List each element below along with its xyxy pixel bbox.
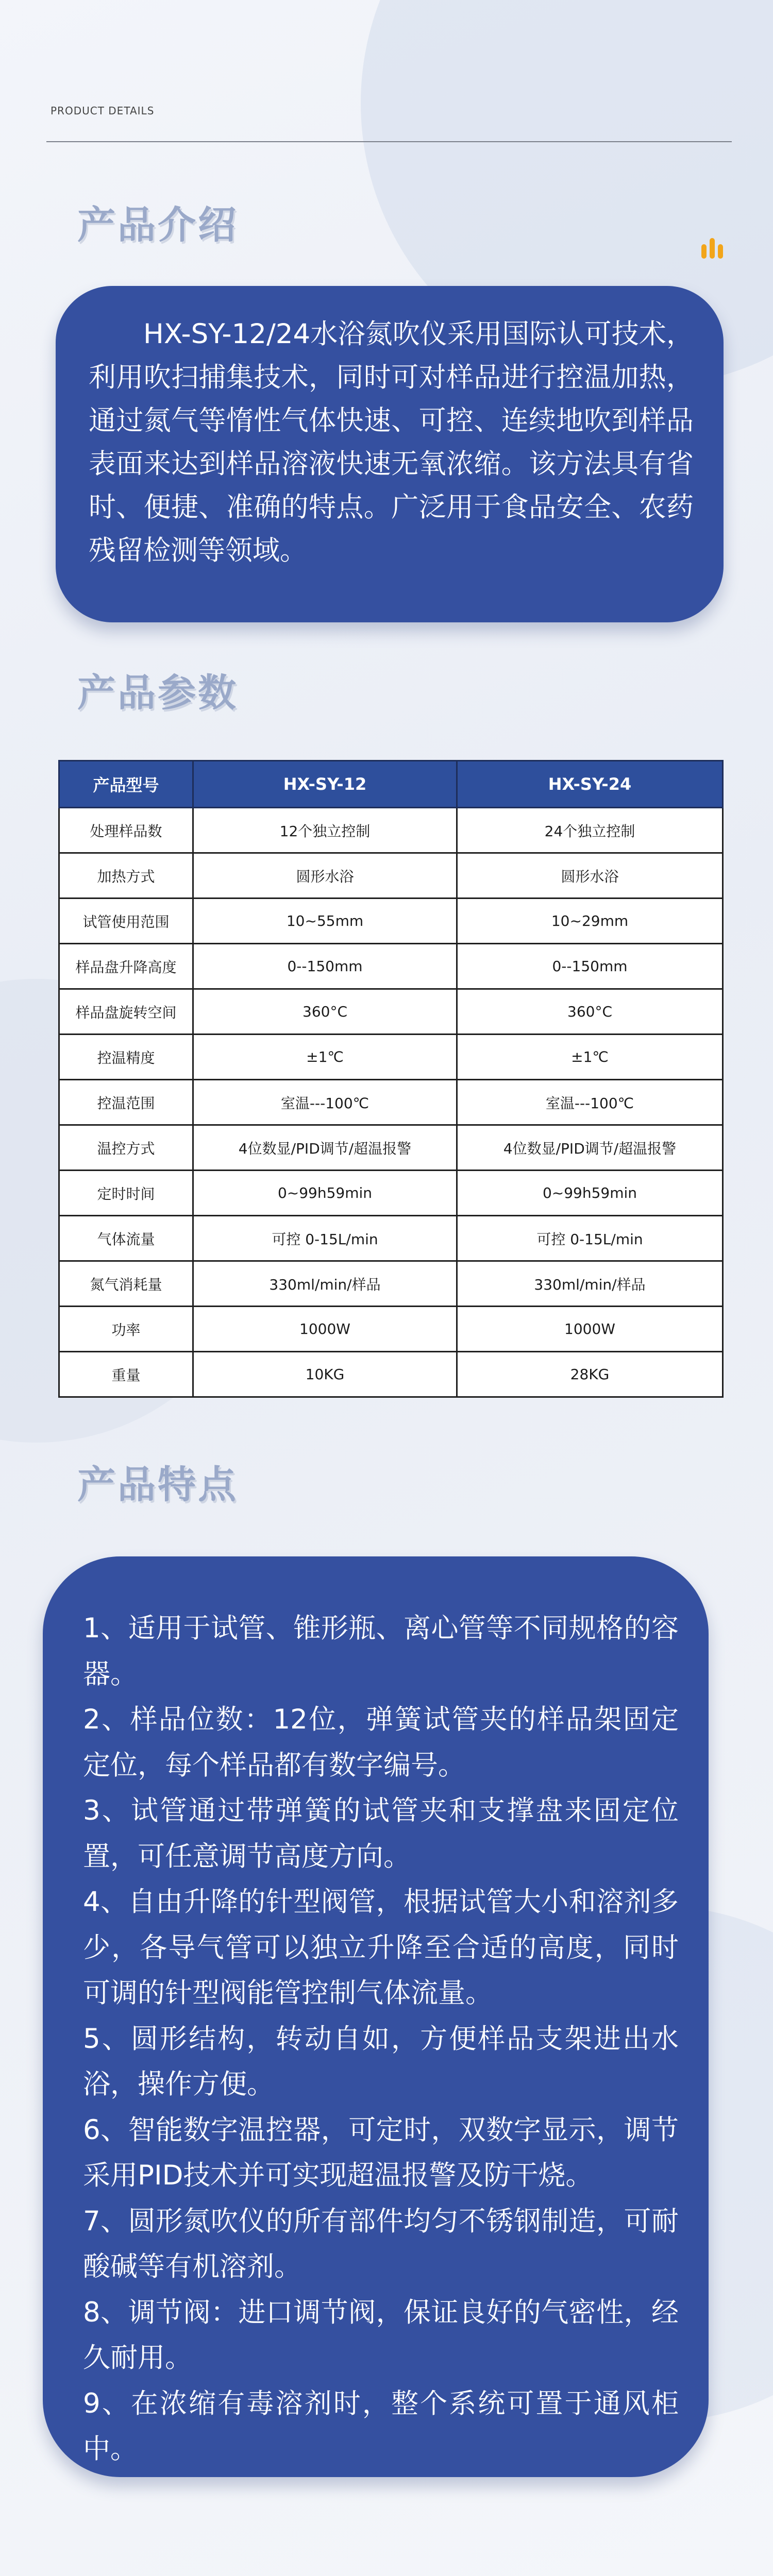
feature-item: 6、智能数字温控器，可定时，双数字显示，调节采用PID技术并可实现超温报警及防干烧。 [83,2114,679,2191]
param-name-cell: 控温范围 [59,1080,193,1125]
param-value-cell: 10~55mm [193,899,457,944]
feature-item: 2、样品位数：12位，弹簧试管夹的样品架固定定位，每个样品都有数字编号。 [83,1704,679,1781]
param-value-cell: 0--150mm [193,944,457,989]
param-name-cell: 气体流量 [59,1216,193,1261]
table-row [59,1216,723,1261]
param-name-cell: 试管使用范围 [59,899,193,944]
table-row [59,1080,723,1125]
param-value-cell: 可控 0-15L/min [193,1216,457,1261]
param-value-cell: 360°C [457,989,723,1035]
feature-item: 4、自由升降的针型阀管，根据试管大小和溶剂多少，各导气管可以独立升降至合适的高度，同时可调的针型阀能管控制气体流量。 [83,1886,679,2009]
param-name-cell: 温控方式 [59,1125,193,1171]
table-row [59,853,723,899]
param-name-cell: 样品盘旋转空间 [59,989,193,1035]
sound-bars-icon [701,238,726,259]
param-name-cell: 氮气消耗量 [59,1261,193,1307]
param-name-cell: 重量 [59,1352,193,1397]
feature-item: 8、调节阀：进口调节阀，保证良好的气密性，经久耐用。 [83,2296,679,2374]
param-value-cell: 4位数显/PID调节/超温报警 [193,1125,457,1171]
features-card [43,1556,709,2477]
param-value-cell: 室温---100℃ [193,1080,457,1125]
param-value-cell: 4位数显/PID调节/超温报警 [457,1125,723,1171]
param-value-cell: 0~99h59min [457,1171,723,1216]
table-row [59,989,723,1035]
table-row [59,1035,723,1080]
param-value-cell: 0~99h59min [193,1171,457,1216]
param-value-cell: 10~29mm [457,899,723,944]
param-value-cell: ±1℃ [193,1035,457,1080]
param-value-cell: 1000W [193,1307,457,1352]
table-row [59,1352,723,1397]
params-title: 产品参数 [77,671,238,715]
param-value-cell: 12个独立控制 [193,808,457,853]
features-list [83,1606,679,2472]
param-value-cell: 330ml/min/样品 [193,1261,457,1307]
param-name-cell: 功率 [59,1307,193,1352]
param-value-cell: 室温---100℃ [457,1080,723,1125]
intro-card [56,286,724,622]
param-value-cell: 360°C [193,989,457,1035]
table-row [59,1261,723,1307]
table-row [59,944,723,989]
features-title: 产品特点 [77,1463,238,1507]
feature-item: 7、圆形氮吹仪的所有部件均匀不锈钢制造，可耐酸碱等有机溶剂。 [83,2205,679,2282]
param-name-cell: 加热方式 [59,853,193,899]
table-row [59,1125,723,1171]
header-cell-hx-sy-24: HX-SY-24 [457,761,723,808]
param-value-cell: 圆形水浴 [457,853,723,899]
param-value-cell: 0--150mm [457,944,723,989]
table-row [59,1307,723,1352]
param-value-cell: 10KG [193,1352,457,1397]
header-cell-model: 产品型号 [59,761,193,808]
table-row [59,808,723,853]
table-header-row [59,761,723,808]
intro-title: 产品介绍 [77,203,238,247]
table-row [59,899,723,944]
feature-item: 3、试管通过带弹簧的试管夹和支撑盘来固定位置，可任意调节高度方向。 [83,1795,679,1872]
feature-item: 1、适用于试管、锥形瓶、离心管等不同规格的容器。 [83,1613,679,1690]
param-name-cell: 处理样品数 [59,808,193,853]
header-cell-hx-sy-12: HX-SY-12 [193,761,457,808]
param-value-cell: ±1℃ [457,1035,723,1080]
param-value-cell: 24个独立控制 [457,808,723,853]
param-value-cell: 330ml/min/样品 [457,1261,723,1307]
param-name-cell: 定时时间 [59,1171,193,1216]
param-value-cell: 1000W [457,1307,723,1352]
param-name-cell: 控温精度 [59,1035,193,1080]
feature-item: 9、在浓缩有毒溶剂时，整个系统可置于通风柜中。 [83,2387,679,2465]
header-divider [46,141,732,142]
table-row [59,1171,723,1216]
param-value-cell: 圆形水浴 [193,853,457,899]
intro-text: HX-SY-12/24水浴氮吹仪采用国际认可技术，利用吹扫捕集技术，同时可对样品进行控温加热，通过氮气等惰性气体快速、可控、连续地吹到样品表面来达到样品溶液快速无氧浓缩。该方法具有省时、便捷、准确的特点。广泛用于食品安全、农药残留检测等领域。 [89,318,694,566]
feature-item: 5、圆形结构，转动自如，方便样品支架进出水浴，操作方便。 [83,2023,679,2100]
param-value-cell: 28KG [457,1352,723,1397]
params-table [58,760,724,1398]
param-name-cell: 样品盘升降高度 [59,944,193,989]
param-value-cell: 可控 0-15L/min [457,1216,723,1261]
product-details-label: PRODUCT DETAILS [51,105,155,117]
